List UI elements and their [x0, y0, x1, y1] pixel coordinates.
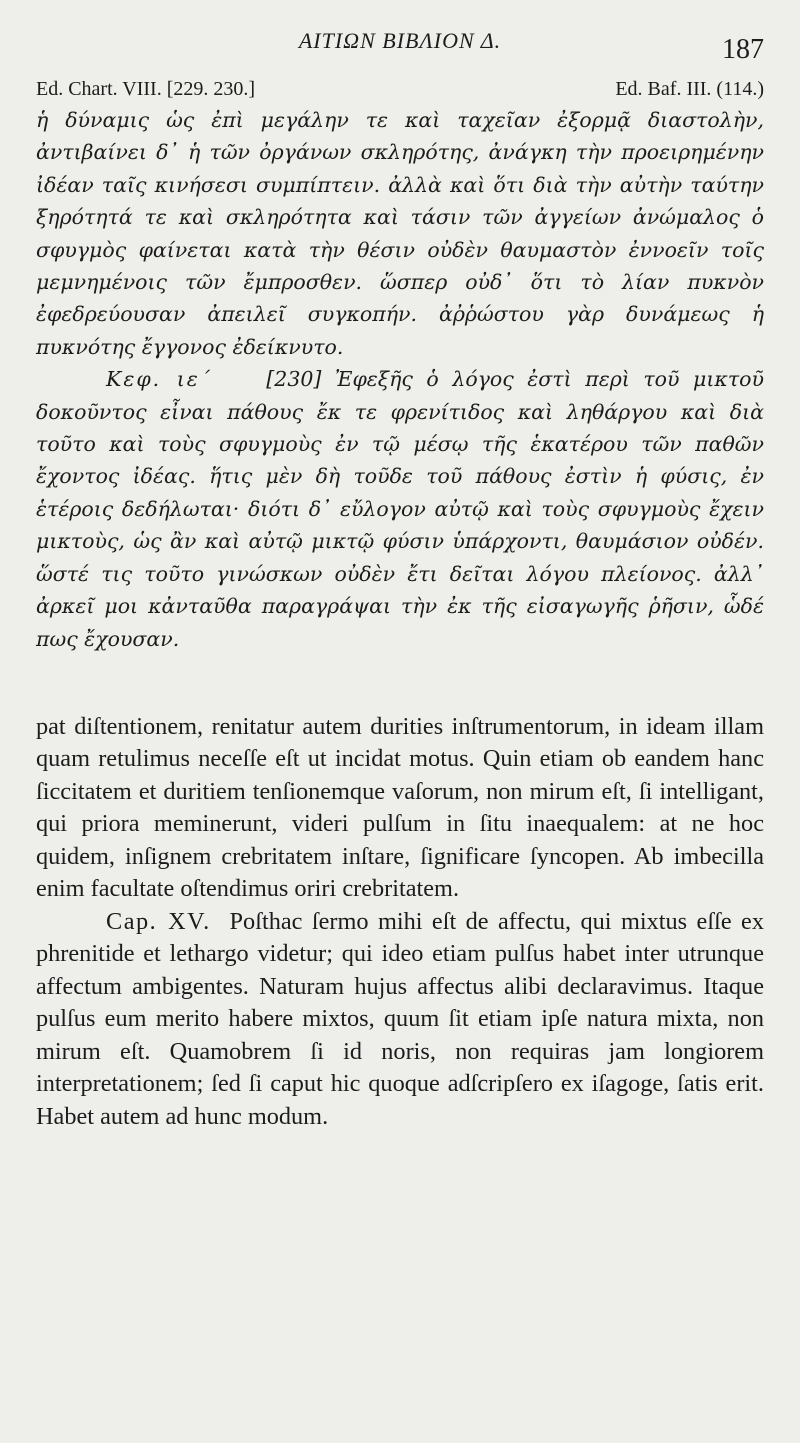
- edition-right: Ed. Baf. III. (114.): [615, 78, 764, 100]
- latin-chapter-text: Poſthac ſermo mihi eſt de affectu, qui mixtus eſſe ex phrenitide et lethargo videtur; qui ideo etiam pulſus habet inter utrunque affectum ambigentes. Naturam hujus affectus alibi declaravimus. Itaque pulſus eum merito habere mixtos, quum ſit etiam ipſe natura mixta, non mirum eſt. Quamobrem ſi id noris, non requiras jam longiorem interpretationem; ſed ſi caput hic quoque adſcripſero ex iſagoge, ſatis erit. Habet autem ad hunc modum.: [36, 907, 764, 1130]
- greek-paragraph-chapter: [36, 363, 764, 655]
- running-title: ΑΙΤΙΩΝ ΒΙΒΛΙΟΝ Δ.: [298, 28, 502, 53]
- edition-left: Ed. Chart. VIII. [229. 230.]: [36, 78, 256, 100]
- latin-text: [36, 711, 764, 1134]
- greek-text: [36, 104, 764, 655]
- greek-chapter-text: Ἐφεξῆς ὁ λόγος ἐστὶ περὶ τοῦ μικτοῦ δοκοῦντος εἶναι πάθους ἔκ τε φρενίτιδος καὶ ληθάργου καὶ διὰ τοῦτο καὶ τοὺς σφυγμοὺς ἐν τῷ μέσῳ τῆς ἑκατέρου τῶν παθῶν ἔχοντος ἰδέας. ἥτις μὲν δὴ τοῦδε τοῦ πάθους ἐστὶν ἡ φύσις, ἐν ἑτέροις δεδήλωται· διότι δ᾽ εὔλογον αὐτῷ καὶ τοὺς σφυγμοὺς ἔχειν μικτοὺς, ὡς ἂν καὶ αὐτῷ μικτῷ φύσιν ὑπάρχοντι, θαυμάσιον οὐδέν. ὥστέ τις τοῦτο γινώσκων οὐδὲν ἔτι δεῖται λόγου πλείονος. ἀλλ᾽ ἀρκεῖ μοι κἀνταῦθα παραγράψαι τὴν ἐκ τῆς εἰσαγωγῆς ῥῆσιν, ὧδέ πως ἔχουσαν.: [36, 367, 764, 651]
- greek-chapter-label: Κεφ. ιε΄: [106, 367, 213, 392]
- greek-page-marker: [230]: [266, 367, 322, 392]
- edition-references: [36, 74, 764, 104]
- running-head: [36, 0, 764, 65]
- latin-paragraph: pat diſtentionem, renitatur autem durities inſtrumentorum, in ideam illam quam retulimus neceſſe eſt ut incidat motus. Quin etiam ob eandem hanc ſiccitatem et duritiem tenſionemque vaſorum, non mirum eſt, ſi intelligant, qui priora meminerunt, videri pulſum in ſitu inaequalem: at ne hoc quidem, inſignem crebritatem inſtare, ſignificare ſyncopen. Ab imbecilla enim facultate oſtendimus oriri crebritatem.: [36, 712, 764, 903]
- page-number: 187: [722, 34, 764, 65]
- latin-chapter-label: Cap. XV.: [106, 907, 211, 935]
- greek-paragraph: ἡ δύναμις ὡς ἐπὶ μεγάλην τε καὶ ταχεῖαν ἐξορμᾷ διαστολὴν, ἀντιβαίνει δ᾽ ἡ τῶν ὀργάνων σκληρότης, ἀνάγκη τὴν προειρημένην ἰδέαν ταῖς κινήσεσι συμπίπτειν. ἀλλὰ καὶ ὅτι διὰ τὴν αὐτὴν ταύτην ξηρότητά τε καὶ σκληρότητα καὶ τάσιν τῶν ἀγγείων ἀνώμαλος ὁ σφυγμὸς φαίνεται κατὰ τὴν θέσιν οὐδὲν θαυμαστὸν ἐννοεῖν τοῖς μεμνημένοις τῶν ἔμπροσθεν. ὥσπερ οὐδ᾽ ὅτι τὸ λίαν πυκνὸν ἐφεδρεύουσαν ἀπειλεῖ συγκοπήν. ἀῤῥώστου γὰρ δυνάμεως ἡ πυκνότης ἔγγονος ἐδείκνυτο.: [36, 108, 764, 359]
- latin-paragraph-chapter: [36, 906, 764, 1134]
